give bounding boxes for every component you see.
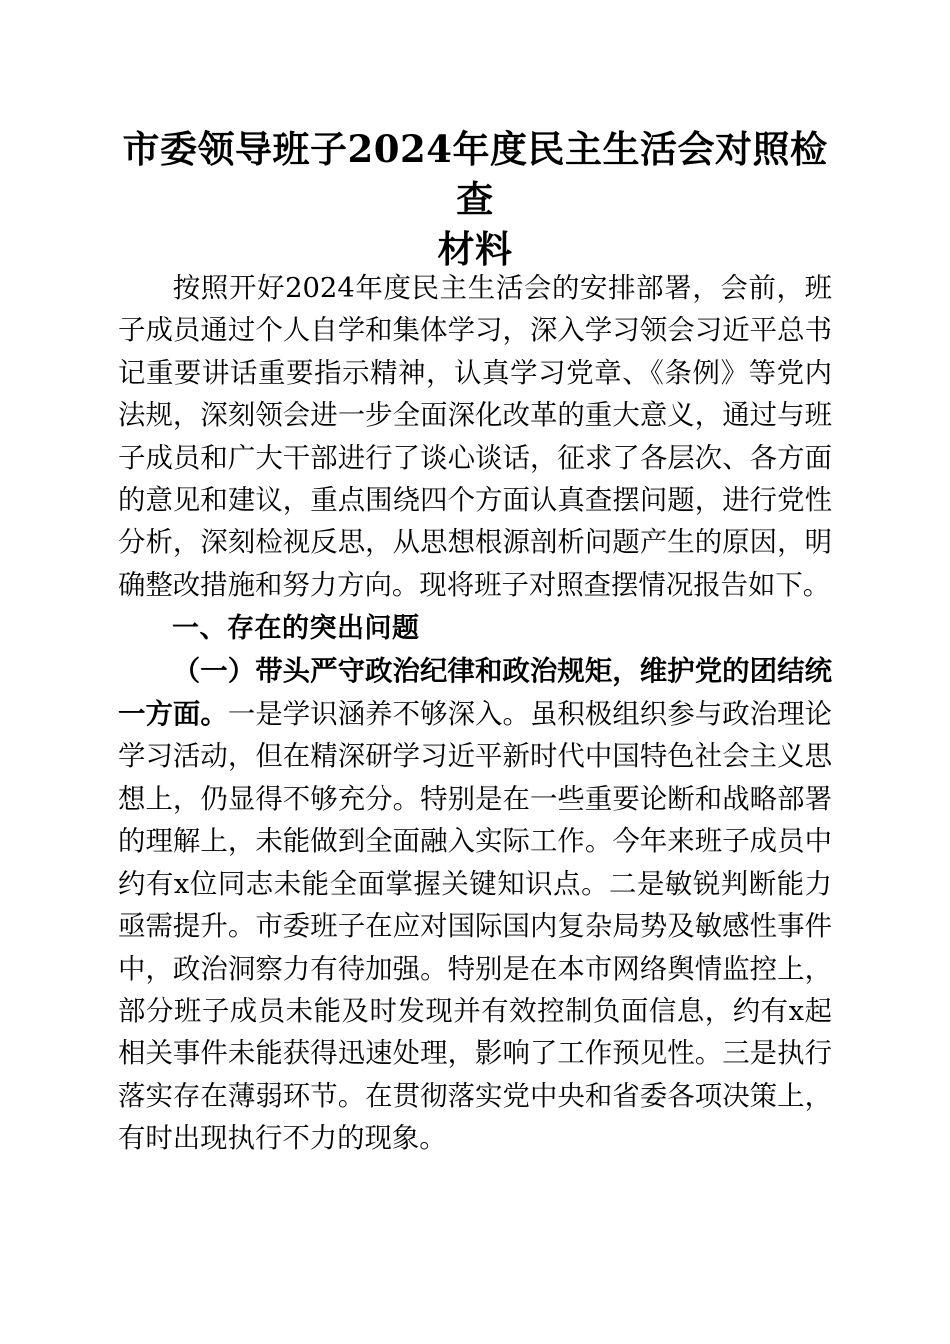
paragraph-intro: 按照开好2024年度民主生活会的安排部署，会前，班子成员通过个人自学和集体学习，深入学习领会习近平总书记重要讲话重要指示精神，认真学习党章、《条例》等党内法规，深刻领会进一步全面深化改革的重大意义，通过与班子成员和广大干部进行了谈心谈话，征求了各层次、各方面的意见和建议，重点围绕四个方面认真查摆问题，进行党性分析，深刻检视反思，从思想根源剖析问题产生的原因，明确整改措施和努力方向。现将班子对照查摆情况报告如下。 — [118, 273, 832, 601]
section-heading-one: 一、存在的突出问题 — [172, 613, 420, 644]
document-title-line-2: 材料 — [437, 227, 513, 271]
subsection-heading-lead: （一）带头严守政治纪律和政治规矩，维护党的团结统一方面。 — [118, 654, 832, 731]
subsection-paragraph-one — [118, 650, 832, 1161]
document-title-line-1: 市委领导班子2024年度民主生活会对照检查 — [122, 127, 828, 221]
document-body — [118, 268, 832, 1161]
subsection-body-text: 一是学识涵养不够深入。虽积极组织参与政治理论学习活动，但在精深研学习近平新时代中国特色社会主义思想上，仍显得不够充分。特别是在一些重要论断和战略部署的理解上，未能做到全面融入实际工作。今年来班子成员中约有x位同志未能全面掌握关键知识点。二是敏锐判断能力亟需提升。市委班子在应对国际国内复杂局势及敏感性事件中，政治洞察力有待加强。特别是在本市网络舆情监控上，部分班子成员未能及时发现并有效控制负面信息，约有x起相关事件未能获得迅速处理，影响了工作预见性。三是执行落实存在薄弱环节。在贯彻落实党中央和省委各项决策上，有时出现执行不力的现象。 — [118, 699, 832, 1155]
document-title — [118, 124, 832, 274]
